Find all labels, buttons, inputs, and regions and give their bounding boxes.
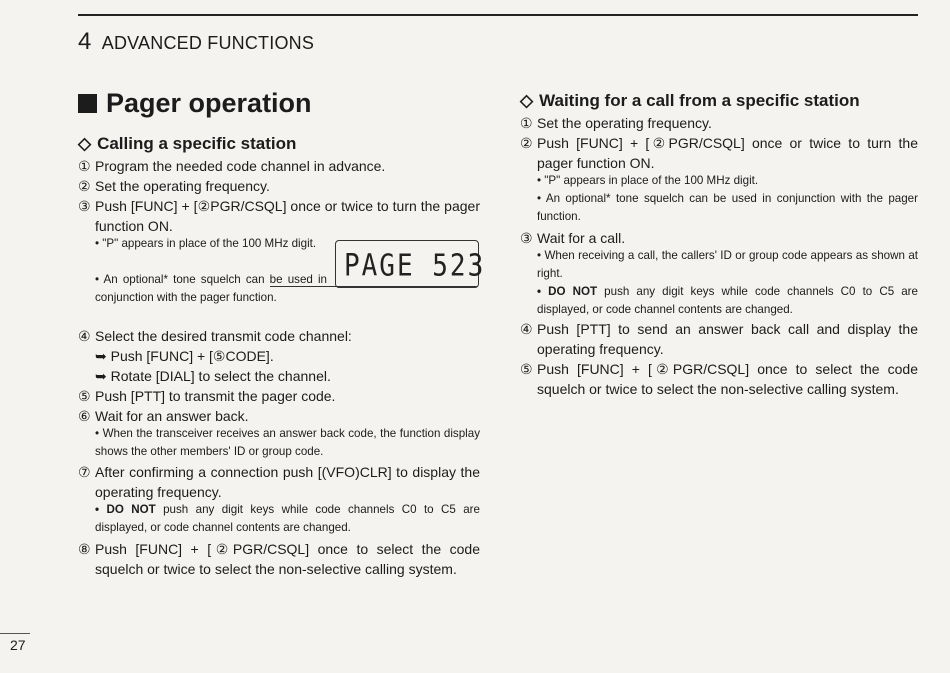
left-step-4-action-2: ➥ Rotate [DIAL] to select the channel. [95, 368, 331, 384]
lcd-display-illustration [335, 240, 486, 288]
left-step-3: ③ Push [FUNC] + [②PGR/CSQL] once or twice to turn the pager function ON. [78, 198, 480, 234]
left-step-5: ⑤ Push [PTT] to transmit the pager code. [78, 388, 336, 404]
lcd-readout: PAGE 523 [344, 249, 486, 284]
right-step-2-note-2: • An optional* tone squelch can be used in conjunction with the pager function. [537, 192, 918, 223]
chapter-heading [78, 28, 314, 56]
left-step-6-note: • When the transceiver receives an answer back code, the function display shows the other members' ID or group code. [95, 427, 480, 458]
section-title [78, 88, 312, 119]
right-step-1: ① Set the operating frequency. [520, 115, 712, 131]
left-step-7-note: • DO NOT push any digit keys while code channels C0 to C5 are displayed, or code channel contents are changed. [95, 503, 480, 534]
right-step-4: ④ Push [PTT] to send an answer back call and display the operating frequency. [520, 321, 918, 357]
right-step-3-note-1: • When receiving a call, the callers' ID or group code appears as shown at right. [537, 249, 918, 280]
left-step-2: ② Set the operating frequency. [78, 178, 270, 194]
header-rule [78, 14, 918, 16]
right-step-3-note-2: • DO NOT push any digit keys while code channels C0 to C5 are displayed, or code channel contents are changed. [537, 285, 918, 316]
left-step-8: ⑧ Push [FUNC] + [②PGR/CSQL] once to select the code squelch or twice to select the non-selective calling system. [78, 541, 480, 577]
left-step-7: ⑦ After confirming a connection push [(VFO)CLR] to display the operating frequency. [78, 464, 480, 500]
left-step-1: ① Program the needed code channel in advance. [78, 158, 386, 174]
footer-rule [0, 633, 30, 634]
page-number: 27 [10, 637, 26, 653]
left-step-3-note-1: • "P" appears in place of the 100 MHz digit. [95, 237, 317, 250]
section-title-text: Pager operation [106, 88, 312, 118]
diamond-icon: ◇ [78, 134, 92, 153]
chapter-number: 4 [78, 28, 92, 55]
right-step-3: ③ Wait for a call. [520, 230, 626, 246]
square-bullet-icon [78, 94, 97, 113]
right-step-5: ⑤ Push [FUNC] + [②PGR/CSQL] once to select the code squelch or twice to select the non-selective calling system. [520, 361, 918, 397]
left-step-4-action-1: ➥ Push [FUNC] + [⑤CODE]. [95, 348, 274, 364]
right-step-2: ② Push [FUNC] + [②PGR/CSQL] once or twice to turn the pager function ON. [520, 135, 918, 171]
left-step-6: ⑥ Wait for an answer back. [78, 408, 249, 424]
chapter-title: ADVANCED FUNCTIONS [101, 33, 315, 53]
left-subtitle: ◇ Calling a specific station [78, 134, 297, 153]
right-subtitle: ◇ Waiting for a call from a specific station [520, 91, 860, 110]
lcd-leader-line [270, 286, 477, 287]
diamond-icon: ◇ [520, 91, 534, 110]
right-step-2-note-1: • "P" appears in place of the 100 MHz digit. [537, 174, 759, 187]
left-step-4: ④ Select the desired transmit code channel: [78, 328, 352, 344]
left-step-3-note-2: • An optional* tone squelch can be used in conjunction with the pager function. [95, 273, 327, 304]
